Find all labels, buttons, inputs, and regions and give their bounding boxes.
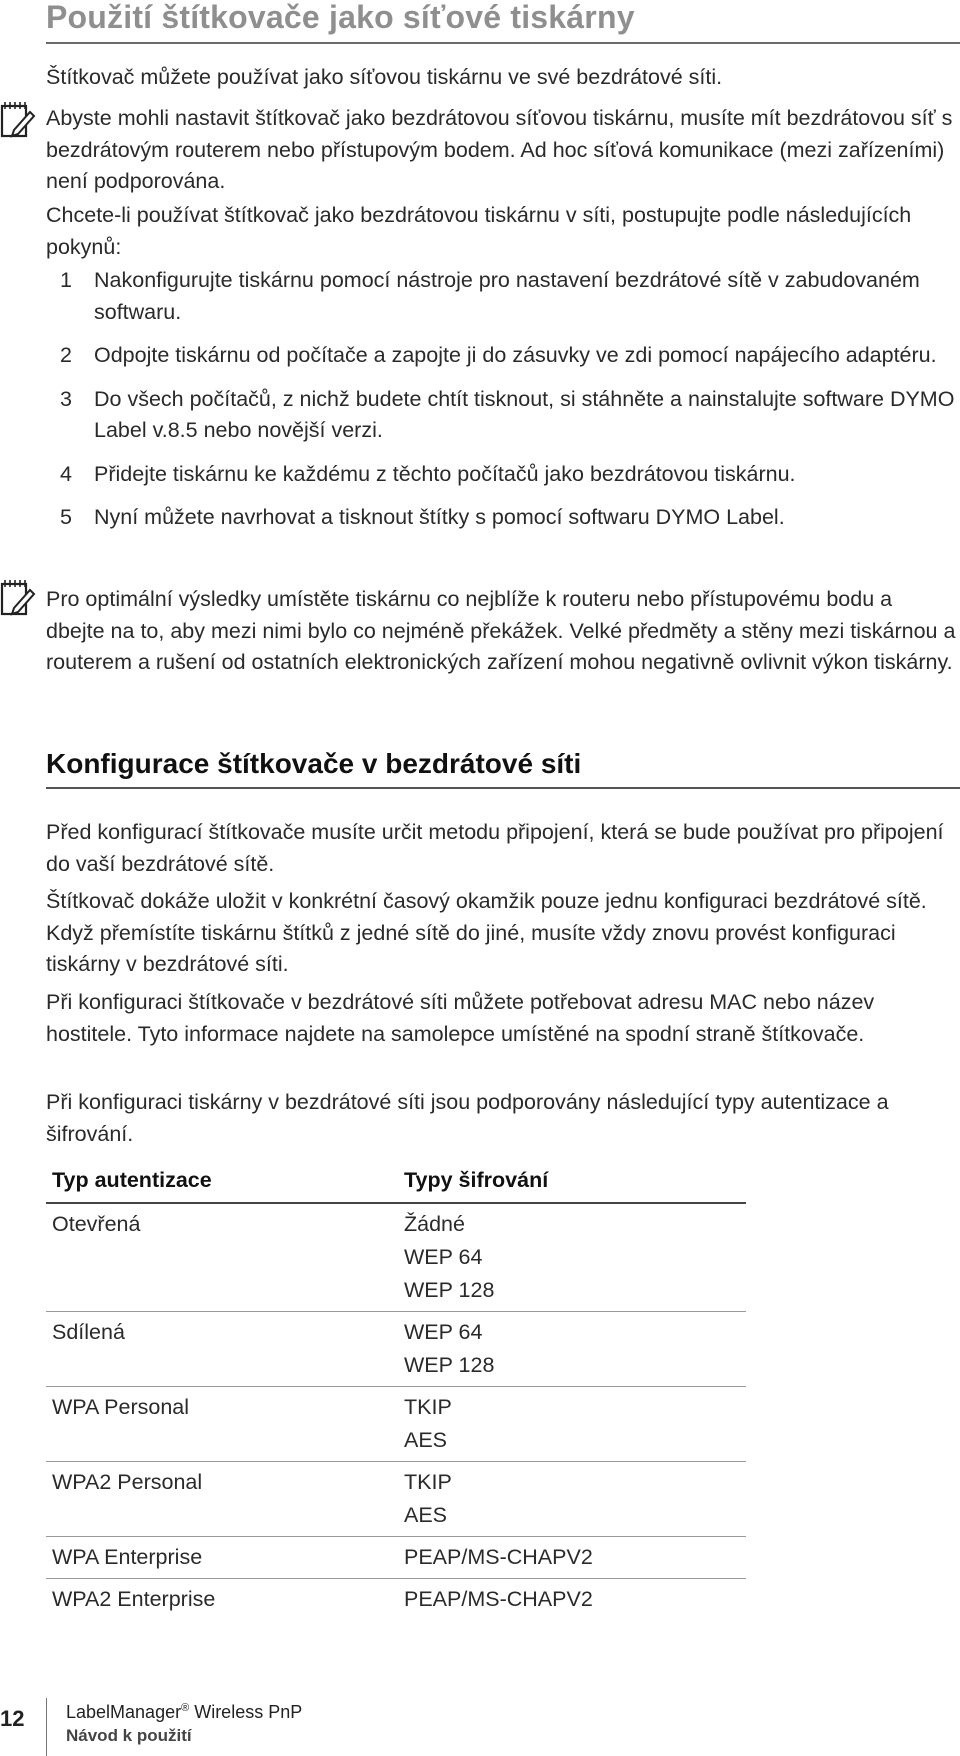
encryption-cell xyxy=(398,1537,746,1579)
paragraph-mac-address: Při konfiguraci štítkovače v bezdrátové síti můžete potřebovat adresu MAC nebo název hostitele. Tyto informace najdete na samolepce umístěné na spodní straně štítkovače. xyxy=(46,990,875,1046)
encryption-cell xyxy=(398,1203,746,1312)
encryption-value: AES xyxy=(404,1428,448,1452)
encryption-value: Žádné xyxy=(404,1212,465,1236)
step-item xyxy=(46,340,956,372)
encryption-value: WEP 128 xyxy=(404,1278,495,1302)
product-name: LabelManager xyxy=(66,1702,182,1722)
paragraph-single-config: Štítkovač dokáže uložit v konkrétní časový okamžik pouze jednu konfiguraci bezdrátové sítě. Když přemístíte tiskárnu štítků z jedné sítě do jiné, musíte vždy znovu provést konfiguraci tiskárny v bezdrátové síti. xyxy=(46,889,927,976)
step-number: 5 xyxy=(60,505,72,529)
step-number: 1 xyxy=(60,268,72,292)
note-placement: Pro optimální výsledky umístěte tiskárnu co nejblíže k routeru nebo přístupovému bodu a dbejte na to, aby mezi nimi bylo co nejméně překážek. Velké předměty a stěny mezi tiskárnou a routerem a rušení od ostatních elektronických zařízení mohou negativně ovlivnit výkon tiskárny. xyxy=(46,587,956,674)
step-number: 2 xyxy=(60,343,72,367)
section-heading: Konfigurace štítkovače v bezdrátové síti xyxy=(46,748,582,779)
encryption-value: TKIP xyxy=(404,1470,452,1494)
table-row xyxy=(46,1387,746,1462)
step-item xyxy=(46,502,956,534)
step-item xyxy=(46,265,956,328)
column-header-auth: Typ autentizace xyxy=(46,1160,398,1203)
page-number: 12 xyxy=(0,1706,25,1731)
table-header-row xyxy=(46,1160,746,1203)
table-row xyxy=(46,1462,746,1537)
section-rule xyxy=(46,787,960,789)
encryption-cell xyxy=(398,1387,746,1462)
table-row xyxy=(46,1203,746,1312)
encryption-value: PEAP/MS-CHAPV2 xyxy=(404,1545,593,1569)
heading-rule xyxy=(46,42,960,44)
steps-list xyxy=(46,265,956,546)
footer-product-name xyxy=(66,1702,302,1723)
encryption-value: AES xyxy=(404,1503,448,1527)
intro-text: Štítkovač můžete používat jako síťovou tiskárnu ve své bezdrátové síti. xyxy=(46,65,723,89)
registered-mark: ® xyxy=(181,1702,190,1714)
footer-divider xyxy=(46,1698,47,1756)
encryption-cell xyxy=(398,1312,746,1387)
steps-intro: Chcete-li používat štítkovač jako bezdrátovou tiskárnu v síti, postupujte podle následujících pokynů: xyxy=(46,203,912,259)
step-text: Přidejte tiskárnu ke každému z těchto počítačů jako bezdrátovou tiskárnu. xyxy=(94,461,796,486)
product-suffix: Wireless PnP xyxy=(189,1702,303,1722)
auth-type-cell: Sdílená xyxy=(46,1312,398,1387)
auth-type-cell: WPA2 Personal xyxy=(46,1462,398,1537)
auth-type-cell: WPA Enterprise xyxy=(46,1537,398,1579)
encryption-value: WEP 128 xyxy=(404,1353,495,1377)
step-number: 3 xyxy=(60,386,72,411)
step-number: 4 xyxy=(60,461,72,486)
note-wireless-requirement: Abyste mohli nastavit štítkovač jako bezdrátovou síťovou tiskárnu, musíte mít bezdrátovou síť s bezdrátovým routerem nebo přístupovým bodem. Ad hoc síťová komunikace (mezi zařízeními) není podporována. xyxy=(46,106,953,193)
step-text: Nyní můžete navrhovat a tisknout štítky s pomocí softwaru DYMO Label. xyxy=(94,505,785,529)
note-icon xyxy=(0,578,36,618)
step-text: Nakonfigurujte tiskárnu pomocí nástroje pro nastavení bezdrátové sítě v zabudovaném softwaru. xyxy=(94,268,920,324)
table-row xyxy=(46,1537,746,1579)
step-item xyxy=(46,459,956,491)
step-text: Odpojte tiskárnu od počítače a zapojte ji do zásuvky ve zdi pomocí napájecího adaptéru. xyxy=(94,343,937,367)
footer-subtitle: Návod k použití xyxy=(66,1726,192,1745)
table-row xyxy=(46,1579,746,1621)
column-header-encryption: Typy šifrování xyxy=(398,1160,746,1203)
encryption-value: TKIP xyxy=(404,1395,452,1419)
auth-encryption-table xyxy=(46,1160,746,1620)
encryption-cell xyxy=(398,1579,746,1621)
encryption-value: WEP 64 xyxy=(404,1320,483,1344)
table-row xyxy=(46,1312,746,1387)
auth-type-cell: WPA Personal xyxy=(46,1387,398,1462)
paragraph-supported-types: Při konfiguraci tiskárny v bezdrátové síti jsou podporovány následující typy autentizace a šifrování. xyxy=(46,1090,889,1146)
page-heading: Použití štítkovače jako síťové tiskárny xyxy=(46,0,635,35)
auth-type-cell: Otevřená xyxy=(46,1203,398,1312)
step-item xyxy=(46,384,956,447)
note-icon xyxy=(0,100,36,140)
encryption-value: PEAP/MS-CHAPV2 xyxy=(404,1587,593,1611)
encryption-value: WEP 64 xyxy=(404,1245,483,1269)
auth-type-cell: WPA2 Enterprise xyxy=(52,1587,216,1611)
paragraph-connection-method: Před konfigurací štítkovače musíte určit metodu připojení, která se bude používat pro připojení do vaší bezdrátové sítě. xyxy=(46,820,944,876)
encryption-cell xyxy=(398,1462,746,1537)
step-text: Do všech počítačů, z nichž budete chtít tisknout, si stáhněte a nainstalujte software DYMO Label v.8.5 nebo novější verzi. xyxy=(94,386,955,442)
